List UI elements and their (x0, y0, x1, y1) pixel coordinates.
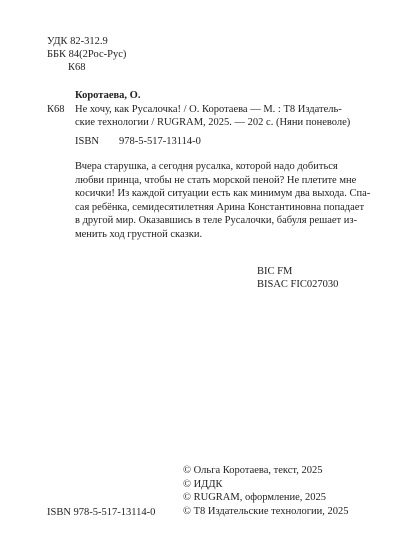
bisac-code: BISAC FIC027030 (257, 279, 339, 290)
isbn-value: 978-5-517-13114-0 (119, 136, 201, 147)
annotation-line: в другой мир. Оказавшись в теле Русалочки, бабуля решает из- (75, 215, 357, 226)
bibliographic-description-line: ские технологии / RUGRAM, 2025. — 202 с. (Няни поневоле) (75, 117, 351, 128)
annotation-line: Вчера старушка, а сегодня русалка, которой надо добиться (75, 161, 338, 172)
copyright-line: © ИДДК (183, 478, 223, 490)
annotation-line: сая ребёнка, семидесятилетняя Арина Константиновна попадает (75, 201, 365, 213)
author-heading: Коротаева, О. (75, 90, 141, 101)
bic-code: BIC FM (257, 266, 293, 277)
annotation-line: любви принца, чтобы не стать морской пеной? Не плетите мне (75, 174, 357, 186)
copyright-line: © Т8 Издательские технологии, 2025 (183, 505, 349, 517)
bbk-code: ББК 84(2Рос-Рус) (47, 49, 127, 60)
copyright-line: © RUGRAM, оформление, 2025 (183, 492, 327, 503)
udk-code: УДК 82-312.9 (47, 36, 108, 47)
copyright-block (183, 464, 348, 518)
bibliographic-description-line: Не хочу, как Русалочка! / О. Коротаева — М. : Т8 Издатель- (75, 104, 342, 115)
author-mark: К68 (68, 62, 86, 73)
annotation-line: косички! Из каждой ситуации есть как минимум два выхода. Спа- (75, 188, 371, 199)
copyright-line: © Ольга Коротаева, текст, 2025 (183, 465, 323, 476)
catalog-mark: К68 (47, 104, 65, 115)
footer-isbn: ISBN 978-5-517-13114-0 (47, 507, 156, 518)
isbn-label: ISBN (75, 136, 99, 147)
annotation (75, 160, 370, 241)
annotation-line: менить ход грустной сказки. (75, 228, 203, 240)
